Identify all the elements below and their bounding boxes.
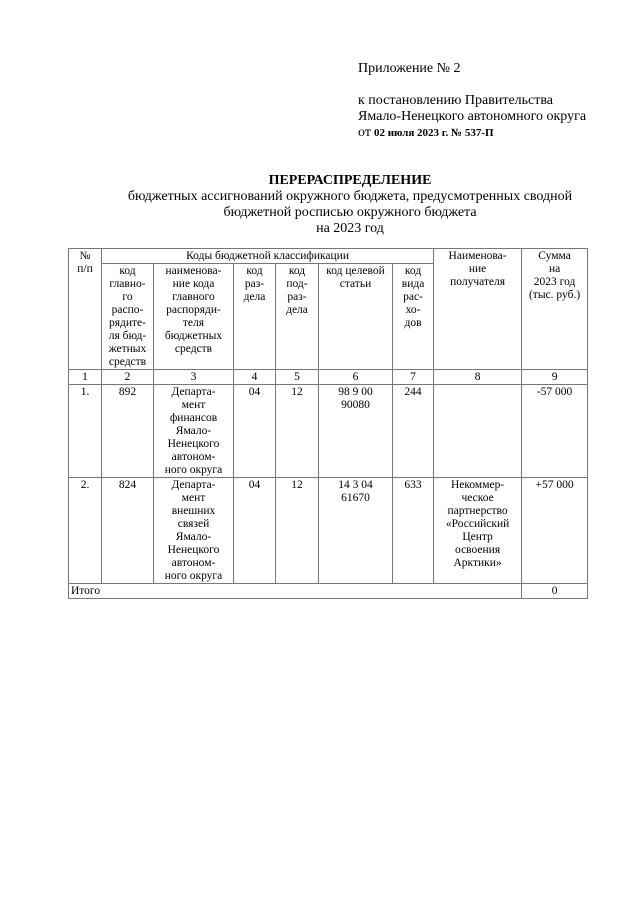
cell-section: 04 xyxy=(234,385,276,478)
document-subtitle-2: бюджетной росписью окружного бюджета xyxy=(223,205,477,220)
cell-code-manager: 824 xyxy=(102,478,154,584)
header-subsection: код под- раз- дела xyxy=(276,264,319,370)
cell-recipient: Некоммер- ческое партнерство «Российский Центр освоения Арктики» xyxy=(434,478,522,584)
annex-from: от xyxy=(358,125,371,140)
header-codes-group: Коды бюджетной классификации xyxy=(102,249,434,264)
cell-manager-name: Департа- мент внешних связей Ямало- Ненецкого автоном- ного округа xyxy=(154,478,234,584)
cell-subsection: 12 xyxy=(276,385,319,478)
header-expense-type: код вида рас- хо- дов xyxy=(393,264,434,370)
header-num: № п/п xyxy=(69,249,102,370)
redistribution-table xyxy=(68,248,588,599)
column-number: 8 xyxy=(434,370,522,385)
column-number: 2 xyxy=(102,370,154,385)
header-section: код раз- дела xyxy=(234,264,276,370)
table-row xyxy=(69,478,588,584)
cell-code-manager: 892 xyxy=(102,385,154,478)
column-number: 5 xyxy=(276,370,319,385)
column-number: 3 xyxy=(154,370,234,385)
header-recipient: Наименова- ние получателя xyxy=(434,249,522,370)
cell-expense-type: 244 xyxy=(393,385,434,478)
annex-line-1: к постановлению Правительства xyxy=(358,93,554,108)
annex-date-line xyxy=(358,125,494,141)
column-numbers-row xyxy=(69,370,588,385)
cell-recipient xyxy=(434,385,522,478)
cell-section: 04 xyxy=(234,478,276,584)
table-body xyxy=(69,249,588,599)
annex-number: Приложение № 2 xyxy=(358,61,461,76)
cell-subsection: 12 xyxy=(276,478,319,584)
total-label: Итого xyxy=(69,584,522,599)
header-code-manager: код главно- го распо- рядите- ля бюд- жетных средств xyxy=(102,264,154,370)
cell-sum: -57 000 xyxy=(522,385,588,478)
annex-date: 02 июля 2023 г. № 537-П xyxy=(373,127,494,139)
document-subtitle-3: на 2023 год xyxy=(316,221,384,236)
cell-target: 98 9 00 90080 xyxy=(319,385,393,478)
total-sum: 0 xyxy=(522,584,588,599)
column-number: 7 xyxy=(393,370,434,385)
header-sum: Сумма на 2023 год (тыс. руб.) xyxy=(522,249,588,370)
cell-manager-name: Департа- мент финансов Ямало- Ненецкого автоном- ного округа xyxy=(154,385,234,478)
column-number: 6 xyxy=(319,370,393,385)
cell-num: 1. xyxy=(69,385,102,478)
header-row-1 xyxy=(69,249,588,264)
table-row xyxy=(69,385,588,478)
annex-line-2: Ямало-Ненецкого автономного округа xyxy=(358,109,587,124)
column-number: 9 xyxy=(522,370,588,385)
total-row xyxy=(69,584,588,599)
document-heading: ПЕРЕРАСПРЕДЕЛЕНИЕ xyxy=(268,173,432,188)
column-number: 4 xyxy=(234,370,276,385)
cell-expense-type: 633 xyxy=(393,478,434,584)
document-subtitle-1: бюджетных ассигнований окружного бюджета, предусмотренных сводной xyxy=(127,189,573,204)
header-manager-name: наименова- ние кода главного распоряди- теля бюджетных средств xyxy=(154,264,234,370)
cell-num: 2. xyxy=(69,478,102,584)
cell-target: 14 3 04 61670 xyxy=(319,478,393,584)
column-number: 1 xyxy=(69,370,102,385)
cell-sum: +57 000 xyxy=(522,478,588,584)
header-target: код целевой статьи xyxy=(319,264,393,370)
